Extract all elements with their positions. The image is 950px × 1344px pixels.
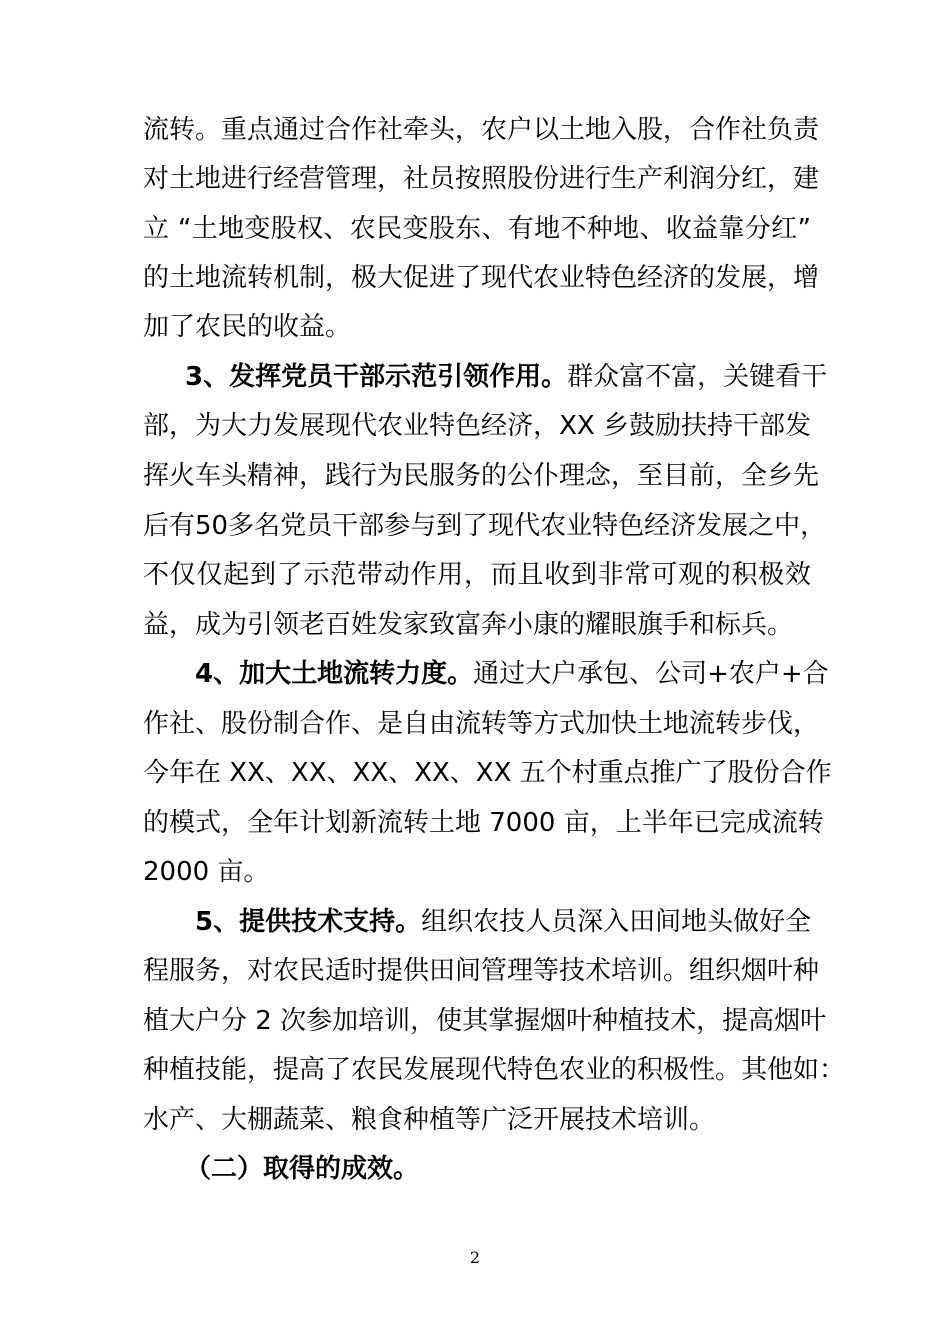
paragraph-heading: 5、提供技术支持。 — [195, 907, 422, 937]
paragraph-line: 立 “土地变股权、农民变股东、有地不种地、收益靠分红” — [143, 214, 811, 244]
paragraph-line: 植大户分 2 次参加培训，使其掌握烟叶种植技术，提高烟叶 — [143, 1006, 827, 1036]
paragraph-line: 2000 亩。 — [143, 857, 270, 887]
paragraph-line: 益，成为引领老百姓发家致富奔小康的耀眼旗手和标兵。 — [143, 610, 794, 640]
paragraph-text: 通过大户承包、公司+农户+合 — [473, 659, 829, 689]
paragraph-heading: 3、发挥党员干部示范引领作用。 — [185, 362, 568, 392]
paragraph-heading: 4、加大土地流转力度。 — [195, 659, 474, 689]
section-heading: （二）取得的成效。 — [185, 1154, 420, 1184]
paragraph-line: 对土地进行经营管理，社员按照股份进行生产利润分红，建 — [143, 164, 820, 194]
paragraph-line: 的土地流转机制，极大促进了现代农业特色经济的发展，增 — [143, 263, 820, 293]
paragraph-line: 种植技能，提高了农民发展现代特色农业的积极性。其他如： — [143, 1055, 846, 1085]
paragraph-line: 挥火车头精神，践行为民服务的公仆理念，至目前，全乡先 — [143, 461, 820, 491]
paragraph-line: 后有50多名党员干部参与到了现代农业特色经济发展之中， — [143, 511, 827, 541]
paragraph-line: 水产、大棚蔬菜、粮食种植等广泛开展技术培训。 — [143, 1105, 716, 1135]
paragraph-line: 今年在 XX、XX、XX、XX、XX 五个村重点推广了股份合作 — [143, 758, 832, 788]
paragraph-first-line — [195, 656, 829, 692]
paragraph-line: 流转。重点通过合作社牵头，农户以土地入股，合作社负责 — [143, 115, 820, 145]
paragraph-line: 部，为大力发展现代农业特色经济，XX 乡鼓励扶持干部发 — [143, 411, 811, 441]
paragraph-first-line — [185, 359, 828, 395]
paragraph-line: 作社、股份制合作、是自由流转等方式加快土地流转步伐， — [143, 709, 820, 739]
paragraph-text: 组织农技人员深入田间地头做好全 — [421, 907, 812, 937]
paragraph-line: 程服务，对农民适时提供田间管理等技术培训。组织烟叶种 — [143, 956, 820, 986]
paragraph-line: 加了农民的收益。 — [143, 312, 352, 342]
page-number: 2 — [469, 1248, 481, 1267]
paragraph-line: 的模式，全年计划新流转土地 7000 亩，上半年已完成流转 — [143, 808, 824, 838]
paragraph-line: 不仅仅起到了示范带动作用，而且收到非常可观的积极效 — [143, 560, 811, 590]
paragraph-first-line — [195, 904, 812, 940]
paragraph-text: 群众富不富，关键看干 — [567, 362, 828, 392]
